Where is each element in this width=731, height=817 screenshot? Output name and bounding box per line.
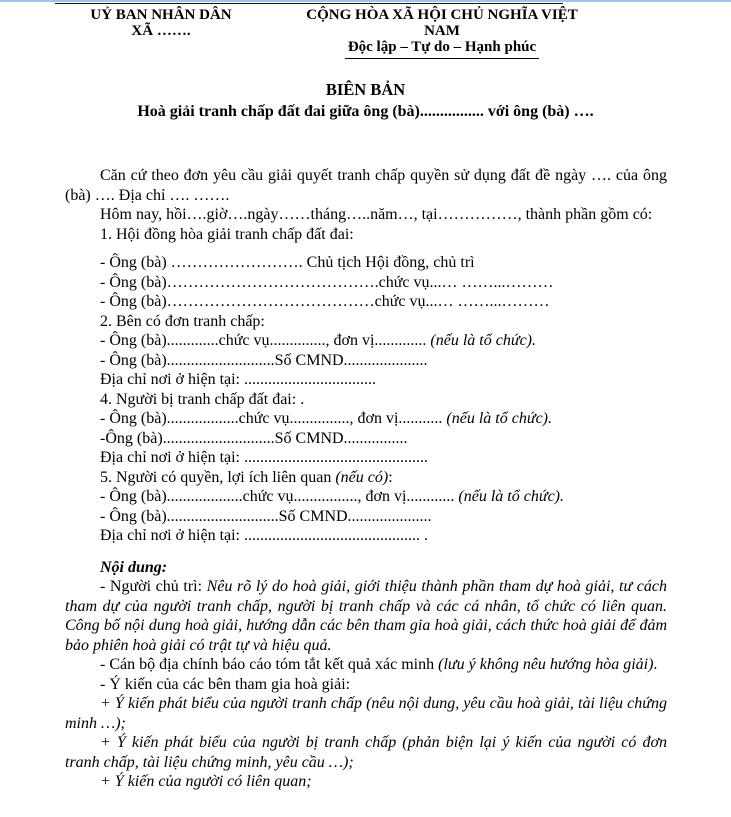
authority-name: UỶ BAN NHÂN DÂN (90, 7, 232, 23)
section-1-heading: 1. Hội đồng hòa giải tranh chấp đất đai: (100, 225, 354, 243)
respondent-id-line: -Ông (bà)............................Số CMND................ (100, 429, 408, 447)
document-body (65, 166, 667, 792)
council-chairman-line: - Ông (bà) ……………………. Chủ tịch Hội đồng, chủ trì (100, 254, 475, 271)
header-top-border (55, 3, 563, 4)
legal-basis-paragraph: Căn cứ theo đơn yêu cầu giải quyết tranh chấp quyền sử dụng đất đề ngày …. của ông (bà) …. Địa chỉ …. ……. (65, 167, 667, 204)
related-party-opinion-item: + Ý kiến của người có liên quan; (100, 773, 312, 790)
council-member-line-1: - Ông (bà)………………………………….chức vụ...… ……...……… (100, 273, 554, 291)
claimant-id-line: - Ông (bà)...........................Số CMND..................... (100, 351, 428, 369)
parties-opinions-heading: - Ý kiến của các bên tham gia hoà giải: (100, 675, 351, 693)
document-header (0, 0, 731, 59)
window-top-edge-line (0, 0, 731, 2)
cadastral-officer-paragraph: - Cán bộ địa chính báo cáo tóm tắt kết quả xác minh (lưu ý không nêu hướng hòa giải). (100, 656, 658, 673)
issuing-authority-block (30, 7, 292, 59)
related-party-position-line: - Ông (bà)...................chức vụ................, đơn vị............ (nếu là tổ chức). (100, 488, 564, 505)
document-title: BIÊN BẢN (325, 80, 406, 99)
section-2-heading: 2. Bên có đơn tranh chấp: (100, 312, 265, 330)
content-heading: Nội dung: (100, 558, 168, 576)
chairperson-role-paragraph: - Người chủ trì: Nêu rõ lý do hoà giải, giới thiệu thành phần tham dự hoà giải, tư cách tham dự của người tranh chấp, người bị tranh chấp và các cá nhân, tổ chức có liên quan. Công bố nội dung hoà giải, hướng dẫn các bên tham gia hoà giải, cách thức hoà giải để đảm bảo phiên hoà giải có trật tự và hiệu quả. (65, 578, 668, 654)
claimant-address-line: Địa chỉ nơi ở hiện tại: ................................. (100, 371, 376, 388)
national-header-block (292, 7, 592, 59)
claimant-opinion-item: + Ý kiến phát biểu của người tranh chấp (nêu nội dung, yêu cầu hoà giải, tài liệu chứng minh …); (65, 695, 667, 732)
section-4-heading: 4. Người bị tranh chấp đất đai: . (100, 390, 305, 408)
section-5-heading: 5. Người có quyền, lợi ích liên quan (nếu có): (100, 468, 393, 486)
council-member-line-2: - Ông (bà)…………………………………chức vụ...… ……...……… (100, 293, 550, 310)
related-party-id-line: - Ông (bà)............................Số CMND..................... (100, 507, 432, 525)
respondent-position-line: - Ông (bà)..................chức vụ..............., đơn vị........... (nếu là tổ chức). (100, 410, 552, 427)
related-party-address-line: Địa chỉ nơi ở hiện tại: ............................................ . (100, 527, 428, 544)
authority-commune: XÃ ……. (131, 23, 191, 39)
document-subtitle: Hoà giải tranh chấp đất đai giữa ông (bà)................ với ông (bà) …. (137, 103, 594, 120)
country-title: CỘNG HÒA XÃ HỘI CHỦ NGHĨA VIỆT NAM (306, 7, 578, 39)
national-motto: Độc lập – Tự do – Hạnh phúc (345, 39, 539, 59)
opening-time-paragraph: Hôm nay, hồi….giờ….ngày……tháng…..năm…, tại……………, thành phần gồm có: (100, 206, 653, 223)
claimant-position-line: - Ông (bà).............chức vụ.............., đơn vị............. (nếu là tổ chức). (100, 332, 536, 349)
respondent-address-line: Địa chỉ nơi ở hiện tại: .............................................. (100, 449, 428, 466)
respondent-opinion-item: + Ý kiến phát biểu của người bị tranh chấp (phản biện lại ý kiến của người có đơn tranh chấp, tài liệu chứng minh, yêu cầu …); (65, 734, 667, 771)
